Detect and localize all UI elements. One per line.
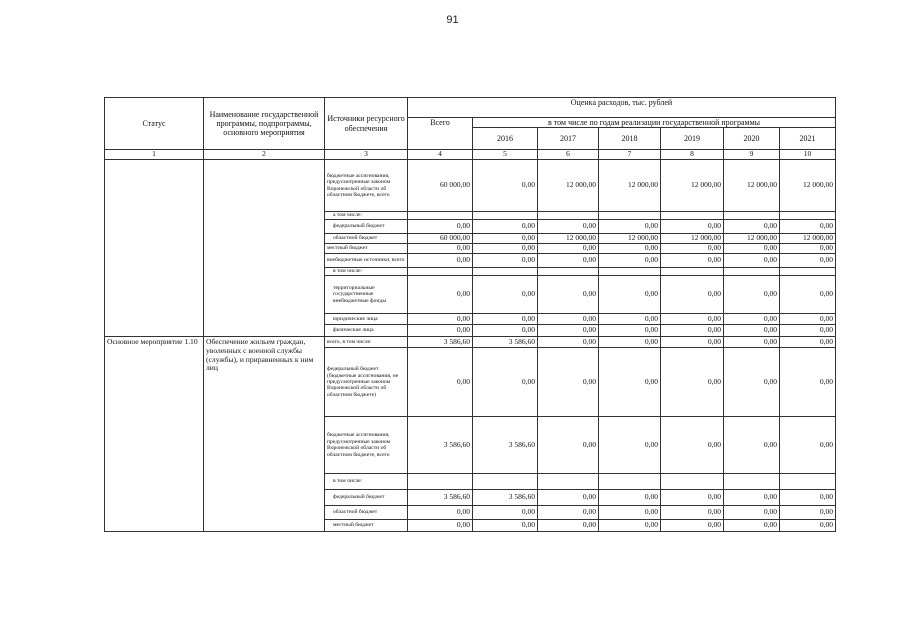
budget-table — [104, 97, 836, 532]
row-source: областной бюджет — [325, 234, 408, 244]
header-year: 2018 — [599, 128, 661, 150]
row-source: федеральный бюджет (бюджетные ассигнования, не предусмотренные законом Воронежской области об областном бюджете) — [325, 348, 408, 417]
value-cell: 0,00 — [473, 160, 538, 212]
header-year: 2016 — [473, 128, 538, 150]
row-source: физические лица — [325, 325, 408, 337]
header-by-years: в том числе по годам реализации государственной программы — [473, 118, 836, 128]
value-cell: 0,00 — [780, 506, 836, 520]
value-cell: 0,00 — [408, 276, 473, 314]
value-cell: 0,00 — [473, 325, 538, 337]
page-number: 91 — [446, 14, 459, 26]
table-row — [105, 337, 836, 348]
column-number: 9 — [724, 150, 780, 160]
value-cell: 0,00 — [780, 417, 836, 474]
value-cell: 3 586,60 — [473, 490, 538, 506]
value-cell: 0,00 — [724, 520, 780, 532]
value-cell: 0,00 — [661, 325, 724, 337]
value-cell: 0,00 — [538, 417, 599, 474]
column-number: 2 — [204, 150, 325, 160]
value-cell — [599, 268, 661, 276]
value-cell — [780, 268, 836, 276]
row-source: территориальные государственные внебюджетные фонды — [325, 276, 408, 314]
value-cell: 0,00 — [408, 244, 473, 254]
value-cell — [538, 474, 599, 490]
value-cell — [661, 268, 724, 276]
value-cell: 0,00 — [473, 276, 538, 314]
value-cell: 0,00 — [599, 244, 661, 254]
row-source: всего, в том числе: — [325, 337, 408, 348]
row-source: федеральный бюджет — [325, 490, 408, 506]
value-cell — [538, 212, 599, 220]
value-cell — [724, 212, 780, 220]
value-cell: 0,00 — [538, 276, 599, 314]
value-cell: 0,00 — [661, 314, 724, 325]
value-cell: 0,00 — [408, 314, 473, 325]
value-cell: 0,00 — [661, 276, 724, 314]
value-cell: 0,00 — [599, 254, 661, 268]
value-cell: 3 586,60 — [473, 337, 538, 348]
row-source: в том числе: — [325, 268, 408, 276]
value-cell: 0,00 — [780, 325, 836, 337]
header-total: Всего — [408, 118, 473, 150]
row-source: юридические лица — [325, 314, 408, 325]
value-cell: 0,00 — [473, 506, 538, 520]
value-cell: 0,00 — [724, 325, 780, 337]
value-cell: 0,00 — [473, 220, 538, 234]
value-cell: 0,00 — [408, 348, 473, 417]
header-status: Статус — [105, 98, 204, 150]
value-cell — [661, 474, 724, 490]
column-number: 1 — [105, 150, 204, 160]
value-cell: 0,00 — [599, 314, 661, 325]
value-cell — [538, 268, 599, 276]
table-row — [105, 160, 836, 212]
row-source: местный бюджет — [325, 244, 408, 254]
value-cell: 0,00 — [661, 417, 724, 474]
value-cell — [599, 474, 661, 490]
value-cell: 0,00 — [473, 244, 538, 254]
table-body — [105, 160, 836, 532]
row-source: в том числе: — [325, 474, 408, 490]
header-name: Наименование государственной программы, подпрограммы, основного мероприятия — [204, 98, 325, 150]
value-cell: 0,00 — [473, 314, 538, 325]
value-cell: 0,00 — [661, 520, 724, 532]
value-cell — [724, 268, 780, 276]
value-cell: 0,00 — [538, 325, 599, 337]
value-cell: 0,00 — [538, 348, 599, 417]
value-cell: 3 586,60 — [408, 490, 473, 506]
value-cell: 0,00 — [780, 348, 836, 417]
column-number: 5 — [473, 150, 538, 160]
column-number: 8 — [661, 150, 724, 160]
value-cell — [473, 474, 538, 490]
column-number: 4 — [408, 150, 473, 160]
column-number: 3 — [325, 150, 408, 160]
row-source: областной бюджет — [325, 506, 408, 520]
header-year: 2021 — [780, 128, 836, 150]
value-cell: 0,00 — [724, 337, 780, 348]
header-year: 2020 — [724, 128, 780, 150]
value-cell — [661, 212, 724, 220]
value-cell — [599, 212, 661, 220]
value-cell: 0,00 — [724, 276, 780, 314]
value-cell: 12 000,00 — [724, 160, 780, 212]
value-cell — [408, 268, 473, 276]
value-cell: 0,00 — [661, 506, 724, 520]
value-cell: 0,00 — [538, 490, 599, 506]
value-cell: 0,00 — [724, 314, 780, 325]
value-cell: 3 586,60 — [473, 417, 538, 474]
row-source: местный бюджет — [325, 520, 408, 532]
value-cell: 0,00 — [408, 254, 473, 268]
header-source: Источники ресурсного обеспечения — [325, 98, 408, 150]
value-cell: 0,00 — [599, 417, 661, 474]
value-cell: 0,00 — [661, 244, 724, 254]
value-cell: 12 000,00 — [599, 234, 661, 244]
value-cell: 0,00 — [780, 520, 836, 532]
header-year: 2019 — [661, 128, 724, 150]
value-cell: 0,00 — [473, 234, 538, 244]
value-cell: 12 000,00 — [538, 234, 599, 244]
column-number: 7 — [599, 150, 661, 160]
row-source: бюджетные ассигнования, предусмотренные законом Воронежской области об областном бюджете, всего — [325, 160, 408, 212]
value-cell: 0,00 — [599, 348, 661, 417]
value-cell: 0,00 — [599, 520, 661, 532]
value-cell: 0,00 — [780, 337, 836, 348]
value-cell: 12 000,00 — [724, 234, 780, 244]
value-cell — [408, 212, 473, 220]
value-cell: 0,00 — [599, 220, 661, 234]
value-cell: 0,00 — [780, 276, 836, 314]
value-cell: 0,00 — [599, 337, 661, 348]
value-cell: 0,00 — [408, 325, 473, 337]
value-cell: 3 586,60 — [408, 417, 473, 474]
value-cell: 0,00 — [538, 337, 599, 348]
value-cell: 12 000,00 — [599, 160, 661, 212]
value-cell — [408, 474, 473, 490]
row-status — [105, 160, 204, 337]
value-cell: 0,00 — [538, 254, 599, 268]
value-cell: 0,00 — [408, 220, 473, 234]
value-cell: 0,00 — [724, 220, 780, 234]
value-cell: 0,00 — [724, 254, 780, 268]
value-cell: 0,00 — [599, 506, 661, 520]
value-cell: 0,00 — [538, 506, 599, 520]
value-cell: 12 000,00 — [538, 160, 599, 212]
value-cell: 60 000,00 — [408, 234, 473, 244]
value-cell — [724, 474, 780, 490]
value-cell: 12 000,00 — [661, 234, 724, 244]
value-cell: 0,00 — [661, 254, 724, 268]
row-source: бюджетные ассигнования, предусмотренные законом Воронежской области об областном бюджете, всего — [325, 417, 408, 474]
column-number: 10 — [780, 150, 836, 160]
value-cell: 0,00 — [538, 220, 599, 234]
value-cell: 0,00 — [408, 520, 473, 532]
value-cell: 0,00 — [724, 506, 780, 520]
value-cell: 0,00 — [780, 314, 836, 325]
value-cell: 0,00 — [473, 348, 538, 417]
value-cell: 12 000,00 — [780, 160, 836, 212]
value-cell: 0,00 — [408, 506, 473, 520]
row-source: федеральный бюджет — [325, 220, 408, 234]
value-cell: 0,00 — [473, 254, 538, 268]
table-header — [105, 98, 836, 160]
value-cell: 0,00 — [724, 244, 780, 254]
value-cell: 0,00 — [780, 490, 836, 506]
value-cell: 12 000,00 — [661, 160, 724, 212]
value-cell: 0,00 — [780, 244, 836, 254]
value-cell: 0,00 — [661, 348, 724, 417]
value-cell — [473, 268, 538, 276]
value-cell: 12 000,00 — [780, 234, 836, 244]
header-estimate: Оценка расходов, тыс. рублей — [408, 98, 836, 118]
row-name: Обеспечение жильем граждан, уволенных с военной службы (службы), и приравненных к ним лиц — [204, 337, 325, 532]
value-cell: 0,00 — [780, 254, 836, 268]
value-cell: 0,00 — [599, 325, 661, 337]
value-cell: 3 586,60 — [408, 337, 473, 348]
row-status: Основное мероприятие 1.10 — [105, 337, 204, 532]
value-cell: 0,00 — [661, 490, 724, 506]
value-cell: 0,00 — [661, 337, 724, 348]
value-cell: 0,00 — [473, 520, 538, 532]
header-year: 2017 — [538, 128, 599, 150]
value-cell — [780, 474, 836, 490]
value-cell: 0,00 — [538, 244, 599, 254]
row-source: а том числе: — [325, 212, 408, 220]
column-number: 6 — [538, 150, 599, 160]
value-cell: 0,00 — [661, 220, 724, 234]
row-source: внебюджетные источники, всего — [325, 254, 408, 268]
value-cell: 0,00 — [599, 276, 661, 314]
value-cell: 0,00 — [780, 220, 836, 234]
value-cell: 0,00 — [724, 490, 780, 506]
value-cell — [473, 212, 538, 220]
value-cell: 0,00 — [724, 417, 780, 474]
value-cell — [780, 212, 836, 220]
row-name — [204, 160, 325, 337]
value-cell: 60 000,00 — [408, 160, 473, 212]
value-cell: 0,00 — [538, 520, 599, 532]
value-cell: 0,00 — [724, 348, 780, 417]
value-cell: 0,00 — [599, 490, 661, 506]
value-cell: 0,00 — [538, 314, 599, 325]
